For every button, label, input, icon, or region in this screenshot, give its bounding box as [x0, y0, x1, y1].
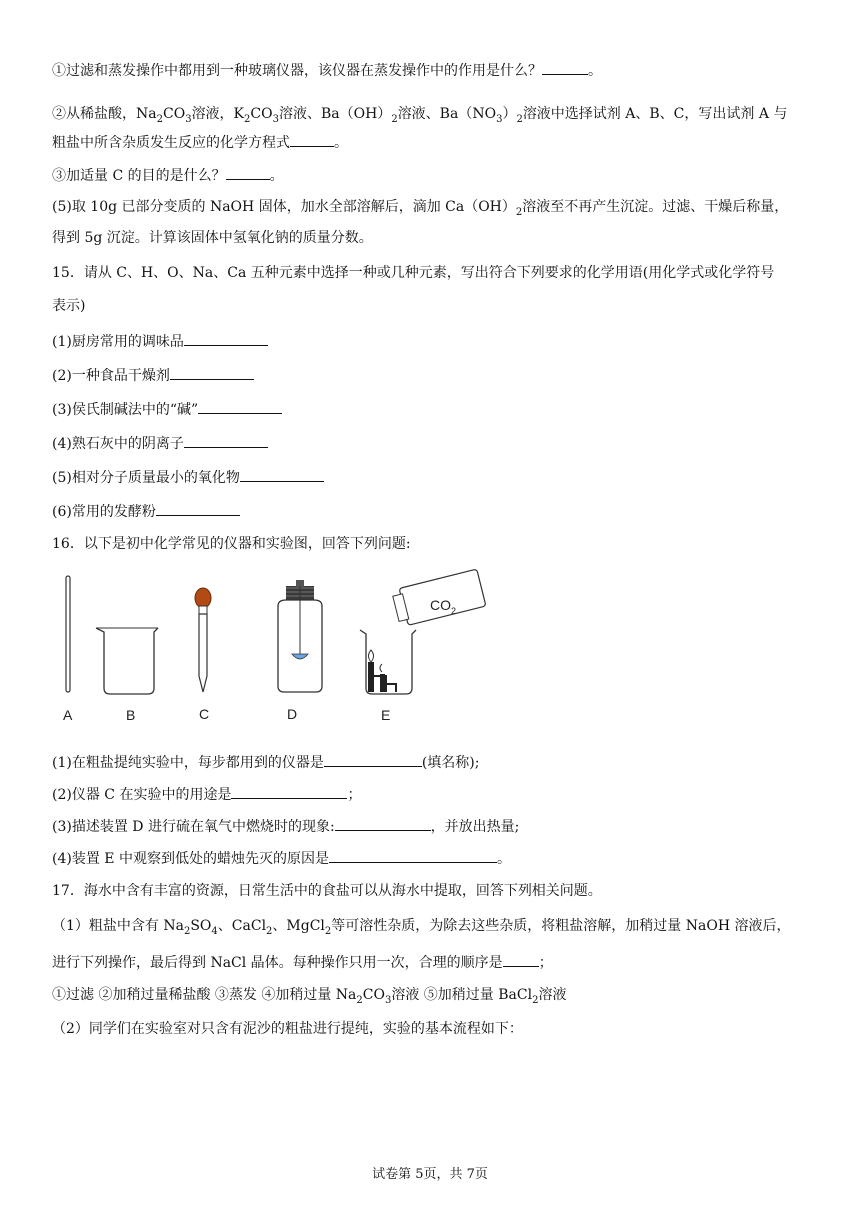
- answer-blank[interactable]: [198, 398, 282, 414]
- q16-part2: (2)仪器 C 在实验中的用途是 ；: [52, 783, 810, 805]
- q14-sub2-line1: ②从稀盐酸，$Na_2CO_3$溶液，$K_2CO_3$溶液、$Ba(OH)_2$溶液、$Ba(NO_3)_2$溶液中选择试剂 A、B、C，写出试剂 A 与: [52, 106, 788, 125]
- q16-stem: 16．以下是初中化学常见的仪器和实验图，回答下列问题:: [52, 536, 411, 552]
- figure-label-a: A: [63, 707, 73, 723]
- q17-part1-line2: 进行下列操作，最后得到 NaCl 晶体。每种操作只用一次，合理的顺序是 ；: [52, 951, 810, 973]
- q15-item-3: (3)侯氏制碱法中的“碱”: [52, 398, 810, 420]
- figure-label-d: D: [287, 706, 298, 722]
- answer-blank[interactable]: [184, 432, 268, 448]
- answer-blank[interactable]: [226, 164, 270, 180]
- q14-sub2-line2: 粗盐中所含杂质发生反应的化学方程式 。: [52, 131, 810, 153]
- answer-blank[interactable]: [503, 951, 539, 967]
- q15-stem-line1: 15．请从 C、H、O、Na、Ca 五种元素中选择一种或几种元素，写出符合下列要求的化学用语(用化学式或化学符号: [52, 265, 775, 281]
- q17-operations: ①过滤 ②加稍过量稀盐酸 ③蒸发 ④加稍过量 $Na_2CO_3$溶液 ⑤加稍过量 BaCl$_2$溶液: [52, 987, 567, 1006]
- q14-sub3: ③加适量 C 的目的是什么？ 。: [52, 164, 810, 186]
- answer-blank[interactable]: [324, 751, 422, 767]
- q15-item-2: (2)一种食品干燥剂: [52, 364, 810, 386]
- answer-blank[interactable]: [231, 783, 347, 799]
- figure-label-e: E: [381, 707, 391, 723]
- figure-label-c: C: [199, 706, 210, 722]
- q14-sub5-line1: (5)取 10g 已部分变质的 NaOH 固体，加水全部溶解后，滴加 $Ca(OH)_2$溶液至不再产生沉淀。过滤、干燥后称量，: [52, 199, 789, 218]
- co2-candle-beaker-icon: [360, 569, 486, 694]
- beaker-icon: [96, 628, 158, 694]
- answer-blank[interactable]: [335, 815, 431, 831]
- q14-sub1: ①过滤和蒸发操作中都用到一种玻璃仪器，该仪器在蒸发操作中的作用是什么？ 。: [52, 59, 810, 81]
- co2-label: $CO_2$: [430, 597, 457, 616]
- q15-item-4: (4)熟石灰中的阴离子: [52, 432, 810, 454]
- q16-part1: (1)在粗盐提纯实验中，每步都用到的仪器是 (填名称);: [52, 751, 810, 773]
- page-footer: 试卷第 5页，共 7页: [372, 1167, 488, 1182]
- answer-blank[interactable]: [184, 330, 268, 346]
- answer-blank[interactable]: [329, 847, 497, 863]
- q17-part2: （2）同学们在实验室对只含有泥沙的粗盐进行提纯，实验的基本流程如下：: [52, 1021, 523, 1037]
- answer-blank[interactable]: [170, 364, 254, 380]
- dropper-icon: [195, 588, 211, 692]
- answer-blank[interactable]: [542, 59, 588, 75]
- figure-label-b: B: [126, 707, 136, 723]
- glass-rod-icon: [66, 576, 70, 692]
- answer-blank[interactable]: [156, 500, 240, 516]
- answer-blank[interactable]: [290, 131, 334, 147]
- apparatus-figure: [50, 566, 510, 732]
- answer-blank[interactable]: [240, 466, 324, 482]
- q15-stem-line2: 表示): [52, 298, 86, 314]
- q16-part3: (3)描述装置 D 进行硫在氧气中燃烧时的现象: ，并放出热量;: [52, 815, 810, 837]
- q15-item-1: (1)厨房常用的调味品: [52, 330, 810, 352]
- q15-item-6: (6)常用的发酵粉: [52, 500, 810, 522]
- q17-part1-line1: （1）粗盐中含有 $Na_2SO_4$、CaCl$_2$、MgCl$_2$等可溶性杂质，为除去这些杂质，将粗盐溶解，加稍过量 NaOH 溶液后，: [52, 918, 791, 937]
- q17-stem: 17．海水中含有丰富的资源，日常生活中的食盐可以从海水中提取，回答下列相关问题。: [52, 883, 602, 899]
- q15-item-5: (5)相对分子质量最小的氧化物: [52, 466, 810, 488]
- gas-bottle-icon: [278, 580, 322, 692]
- q16-part4: (4)装置 E 中观察到低处的蜡烛先灭的原因是 。: [52, 847, 810, 869]
- q14-sub5-line2: 得到 5g 沉淀。计算该固体中氢氧化钠的质量分数。: [52, 230, 373, 246]
